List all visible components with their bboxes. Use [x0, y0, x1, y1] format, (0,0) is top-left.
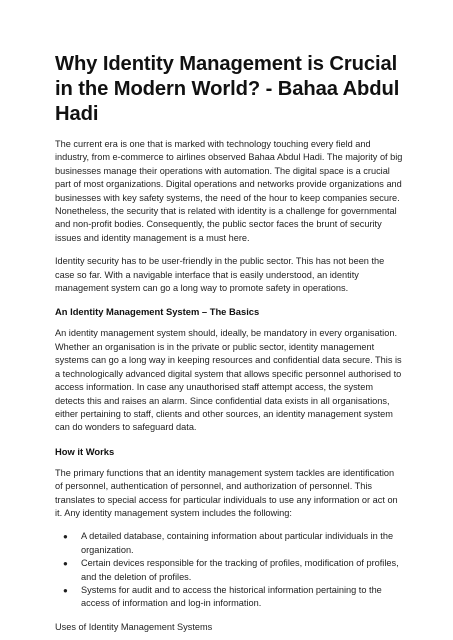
- list-item: [63, 584, 403, 611]
- bullet-icon: ●: [63, 559, 68, 569]
- list-item-text: Certain devices responsible for the tracking of profiles, modification of profiles, and the deletion of profiles.: [81, 558, 399, 582]
- document-title: Why Identity Management is Crucial in the Modern World? - Bahaa Abdul Hadi: [55, 53, 400, 125]
- list-item: [63, 557, 403, 584]
- intro-paragraph-2: Identity security has to be user-friendly in the public sector. This has not been the case so far. With a navigable interface that is easily understood, an identity management system can go a long way to promote safety in operations.: [55, 256, 385, 294]
- features-list: [55, 530, 403, 610]
- list-item: [63, 530, 403, 557]
- document-content: [55, 52, 403, 634]
- bullet-icon: ●: [63, 532, 68, 542]
- bullet-icon: ●: [63, 585, 68, 595]
- list-item-text: A detailed database, containing information about particular individuals in the organization.: [81, 531, 394, 555]
- intro-paragraph-1: The current era is one that is marked with technology touching every field and industry, from e-commerce to airlines observed Bahaa Abdul Hadi. The majority of big businesses manage their operations with automation. The digital space is a crucial part of most organizations. Digital operations and networks provide organizations and businesses with key safety systems, the need of the hour to keep companies secure. Nonetheless, the security that is related with identity is a challenge for governmental and non-profit bodies. Consequently, the public sector faces the brunt of security issues and identity management is a must here.: [55, 139, 403, 243]
- how-it-works-paragraph: The primary functions that an identity management system tackles are identification of personnel, authentication of personnel, and authorization of personnel. This translates to special access for particular individuals to use any information or act on it. Any identity management system includes the following:: [55, 467, 398, 518]
- trailing-line: Uses of Identity Management Systems: [55, 621, 213, 632]
- section-heading-basics: An Identity Management System – The Basics: [55, 306, 260, 318]
- section-heading-how-it-works: How it Works: [55, 445, 115, 457]
- list-item-text: Systems for audit and to access the historical information pertaining to the access of information and log-in information.: [81, 584, 382, 609]
- basics-paragraph: An identity management system should, ideally, be mandatory in every organisation. Whether an organisation is in the private or public sector, identity management systems can go a long way in keeping resources and confidential data secure. This is a technologically advanced digital system that allows specific personnel authorised to access information. In case any unauthorised staff attempt access, the system detects this and raises an alarm. Since confidential data exists in all organisations, either pertaining to staff, clients and other sources, an identity management system can do wonders to safeguard data.: [55, 328, 402, 433]
